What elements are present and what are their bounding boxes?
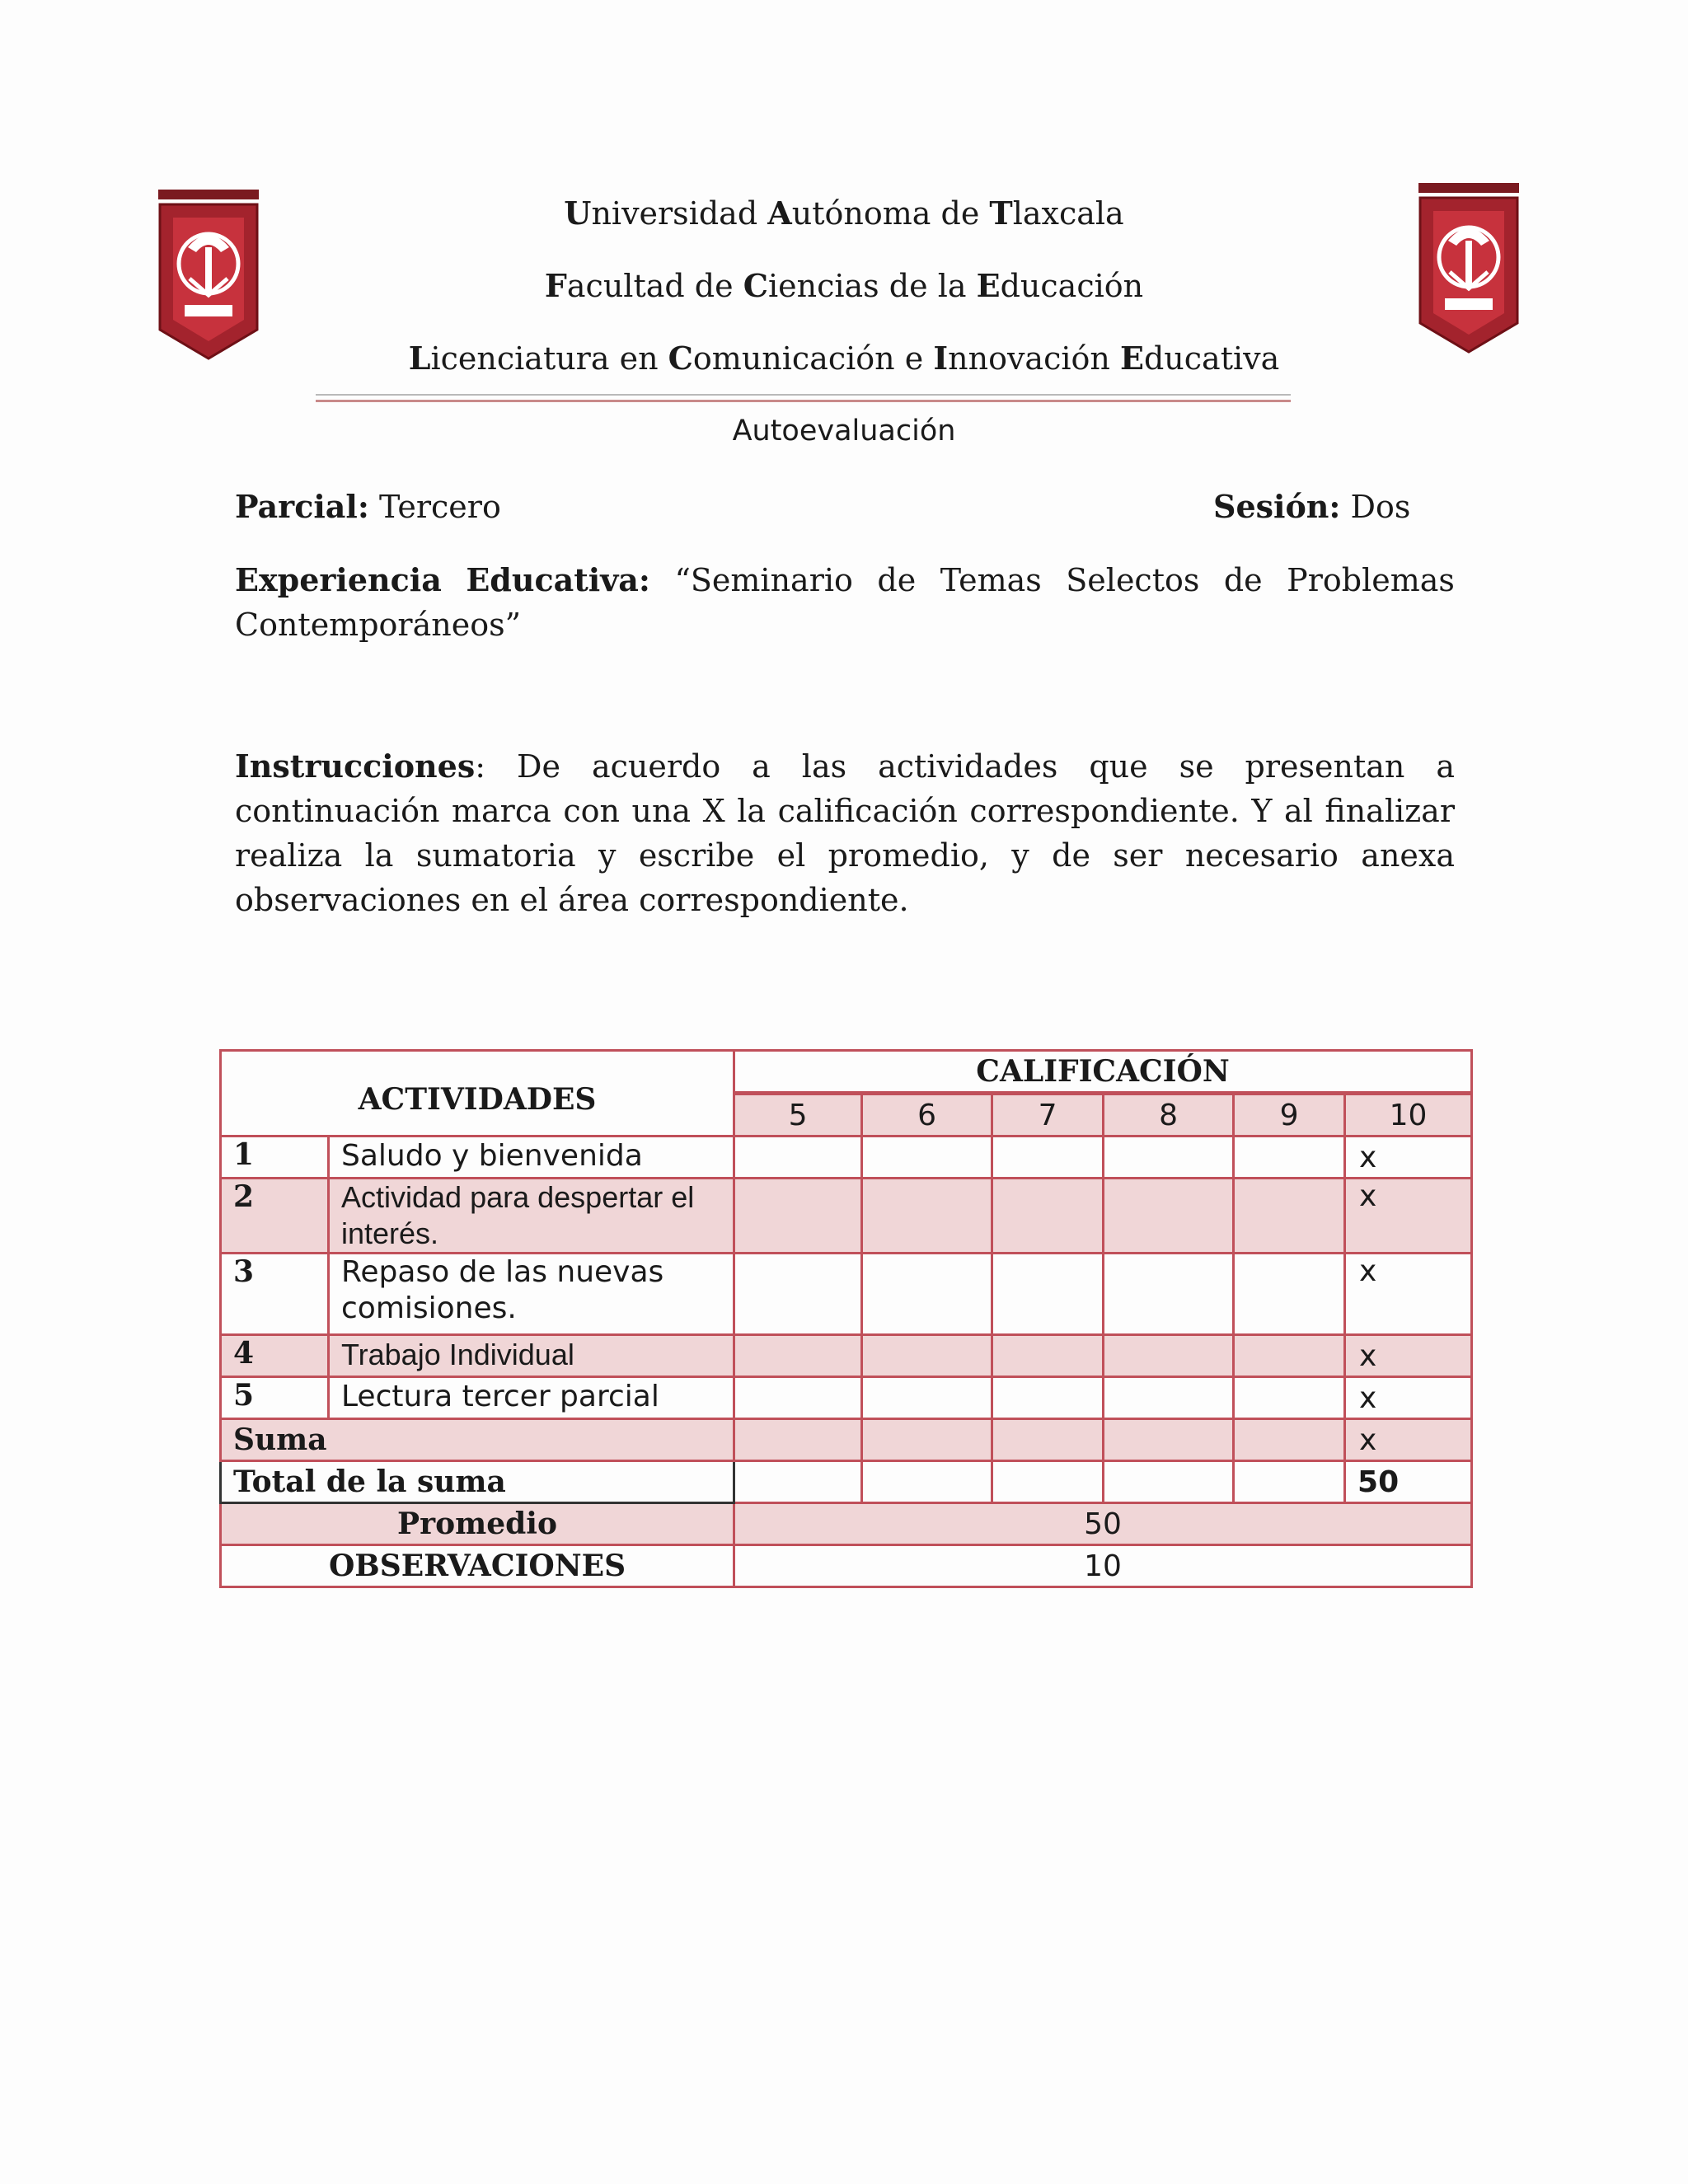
grade-cell[interactable]: [992, 1377, 1104, 1419]
experiencia-line: Contemporáneos”: [235, 607, 522, 643]
experiencia-label-word: Experiencia: [235, 561, 442, 598]
grade-cell[interactable]: [734, 1419, 862, 1461]
experiencia-label-word: Educativa:: [466, 561, 650, 598]
instructions-text: : De acuerdo a las actividades que se presentan a continuación marca con una X la calificación correspondiente. Y al finalizar realiza la sumatoria y escribe el promedio, y de ser necesario anexa observaciones en el área correspondiente.: [235, 748, 1455, 918]
grade-cell[interactable]: [862, 1137, 992, 1179]
experiencia-value-word: Selectos: [1066, 562, 1200, 598]
total-value[interactable]: 50: [1345, 1461, 1472, 1503]
experiencia-line: [235, 558, 1455, 602]
suma-value[interactable]: x: [1345, 1419, 1472, 1461]
experiencia-value-word: de: [877, 562, 917, 598]
grade-cell[interactable]: [992, 1254, 1104, 1335]
grade-scale-7: 7: [992, 1094, 1104, 1137]
activity-name: Lectura tercer parcial: [329, 1377, 734, 1419]
grade-cell[interactable]: [862, 1335, 992, 1377]
parcial-value: Tercero: [378, 489, 501, 525]
activity-name: Trabajo Individual: [329, 1335, 734, 1377]
grade-cell[interactable]: [734, 1461, 862, 1503]
grade-scale-9: 9: [1234, 1094, 1345, 1137]
grade-cell[interactable]: [862, 1254, 992, 1335]
experiencia-value-word: “Seminario: [674, 562, 853, 598]
promedio-value[interactable]: 50: [734, 1503, 1472, 1545]
grade-cell[interactable]: [1234, 1461, 1345, 1503]
grade-scale-10: 10: [1345, 1094, 1472, 1137]
header-divider: [316, 394, 1291, 396]
observaciones-row: [221, 1545, 1472, 1587]
activities-header: ACTIVIDADES: [221, 1051, 734, 1137]
grade-cell[interactable]: [992, 1335, 1104, 1377]
grade-cell[interactable]: [1104, 1179, 1234, 1254]
experiencia-educativa: [235, 558, 1455, 647]
activity-row: [221, 1335, 1472, 1377]
grade-cell[interactable]: [1234, 1179, 1345, 1254]
instructions-label: Instrucciones: [235, 748, 476, 785]
document-subtitle: Autoevaluación: [732, 415, 956, 448]
grade-cell[interactable]: [992, 1179, 1104, 1254]
grade-cell[interactable]: [1234, 1419, 1345, 1461]
grade-cell[interactable]: [734, 1254, 862, 1335]
grade-cell[interactable]: [734, 1335, 862, 1377]
experiencia-value-word: de: [1223, 562, 1263, 598]
university-name: Universidad Autónoma de Tlaxcala: [564, 194, 1124, 232]
grade-cell[interactable]: [1234, 1335, 1345, 1377]
grade-mark[interactable]: x: [1345, 1179, 1472, 1254]
experiencia-value-word: Problemas: [1287, 562, 1455, 598]
header-divider-accent: [316, 400, 1291, 402]
grade-cell[interactable]: [1104, 1335, 1234, 1377]
parcial-field: [235, 488, 501, 525]
activity-row: [221, 1254, 1472, 1335]
grade-cell[interactable]: [734, 1377, 862, 1419]
observaciones-value[interactable]: 10: [734, 1545, 1472, 1587]
activity-row: [221, 1179, 1472, 1254]
grade-cell[interactable]: [1104, 1254, 1234, 1335]
grade-cell[interactable]: [862, 1461, 992, 1503]
grade-mark[interactable]: x: [1345, 1335, 1472, 1377]
grade-scale-8: 8: [1104, 1094, 1234, 1137]
activity-number: 4: [221, 1335, 329, 1377]
sesion-value: Dos: [1350, 489, 1411, 525]
grade-cell[interactable]: [992, 1461, 1104, 1503]
grade-scale-6: 6: [862, 1094, 992, 1137]
activity-name: Saludo y bienvenida: [329, 1137, 734, 1179]
activity-number: 1: [221, 1137, 329, 1179]
promedio-row: [221, 1503, 1472, 1545]
grade-cell[interactable]: [992, 1419, 1104, 1461]
grade-mark[interactable]: x: [1345, 1254, 1472, 1335]
suma-row: [221, 1419, 1472, 1461]
grade-header: CALIFICACIÓN: [734, 1051, 1472, 1094]
activity-name: Actividad para despertar el interés.: [329, 1179, 734, 1254]
experiencia-value-word: Temas: [940, 562, 1042, 598]
activity-row: [221, 1137, 1472, 1179]
faculty-name: Facultad de Ciencias de la Educación: [544, 267, 1144, 304]
grade-cell[interactable]: [734, 1179, 862, 1254]
grade-cell[interactable]: [1234, 1137, 1345, 1179]
sesion-field: [1213, 488, 1410, 525]
grade-mark[interactable]: x: [1345, 1377, 1472, 1419]
total-row: [221, 1461, 1472, 1503]
grade-cell[interactable]: [862, 1377, 992, 1419]
self-evaluation-table: [219, 1049, 1473, 1588]
total-label: Total de la suma: [221, 1461, 734, 1503]
suma-label: Suma: [221, 1419, 734, 1461]
observaciones-label: OBSERVACIONES: [221, 1545, 734, 1587]
grade-cell[interactable]: [1234, 1377, 1345, 1419]
grade-mark[interactable]: x: [1345, 1137, 1472, 1179]
activity-number: 3: [221, 1254, 329, 1335]
grade-scale-5: 5: [734, 1094, 862, 1137]
program-name: Licenciatura en Comunicación e Innovación Educativa: [408, 340, 1280, 377]
activity-number: 2: [221, 1179, 329, 1254]
grade-cell[interactable]: [862, 1179, 992, 1254]
promedio-label: Promedio: [221, 1503, 734, 1545]
activity-row: [221, 1377, 1472, 1419]
grade-cell[interactable]: [862, 1419, 992, 1461]
parcial-label: Parcial:: [235, 488, 369, 525]
instructions-paragraph: [235, 744, 1455, 922]
grade-cell[interactable]: [1104, 1461, 1234, 1503]
grade-cell[interactable]: [1104, 1377, 1234, 1419]
sesion-label: Sesión:: [1213, 488, 1341, 525]
activity-name: Repaso de las nuevas comisiones.: [329, 1254, 734, 1335]
grade-cell[interactable]: [992, 1137, 1104, 1179]
activity-number: 5: [221, 1377, 329, 1419]
grade-cell[interactable]: [1104, 1419, 1234, 1461]
grade-cell[interactable]: [734, 1137, 862, 1179]
grade-cell[interactable]: [1234, 1254, 1345, 1335]
grade-cell[interactable]: [1104, 1137, 1234, 1179]
